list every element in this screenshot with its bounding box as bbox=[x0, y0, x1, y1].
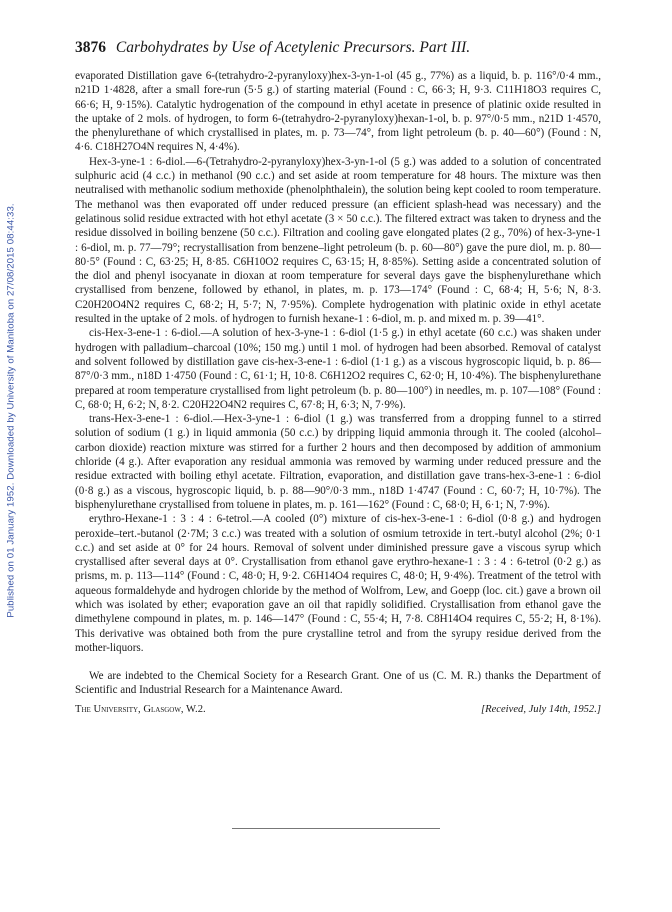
paragraph: evaporated Distillation gave 6-(tetrahydro-2-pyranyloxy)hex-3-yn-1-ol (45 g., 77%) as a liquid, b. p. 116°/0·4 mm., n21D 1·4828, after a small fore-run (5·5 g.) of starting material (Found : C, 66·3; H, 9·3. C11H18O3 requires C, 66·6; H, 9·15%). Catalytic hydrogenation of the compound in ethyl acetate in presence of platinic oxide resulted in the uptake of 2 mols. of hydrogen, to form 6-(tetrahydro-2-pyranyloxy)hexan-1-ol, b. p. 97°/0·5 mm., n21D 1·4570, the phenylurethane of which crystallised in plates, m. p. 73—74°, from light petroleum (b. p. 40—60°) (Found : N, 4·6. C18H27O4N requires N, 4·4%). bbox=[75, 70, 601, 154]
paragraph: cis-Hex-3-ene-1 : 6-diol.—A solution of hex-3-yne-1 : 6-diol (1·5 g.) in ethyl acetate (60 c.c.) was shaken under hydrogen with palladium–charcoal (10%; 150 mg.) until 1 mol. of hydrogen had been absorbed. Removal of catalyst and solvent followed by distillation gave cis-hex-3-ene-1 : 6-diol (1·1 g.) as a viscous hygroscopic liquid, b. p. 86—87°/0·3 mm., n18D 1·4750 (Found : C, 61·1; H, 10·8. C6H12O2 requires C, 62·0; H, 10·4%). The bisphenylurethane prepared at room temperature crystallised from light petroleum (b. p. 80—100°) in needles, m. p. 107—108° (Found : C, 68·0; H, 6·2; N, 8·2. C20H22O4N2 requires C, 67·8; H, 6·3; N, 7·9%). bbox=[75, 327, 601, 411]
paragraph: erythro-Hexane-1 : 3 : 4 : 6-tetrol.—A cooled (0°) mixture of cis-hex-3-ene-1 : 6-diol (0·8 g.) and hydrogen peroxide–tert.-butanol (2·7M; 3 c.c.) was treated with a solution of osmium tetroxide in tert.-butyl alcohol (2%; 0·1 c.c.) and set aside at 0° for 24 hours. Removal of solvent under diminished pressure gave a viscous syrup which crystallised after several days at 0°. Crystallisation from ethanol gave erythro-hexane-1 : 3 : 4 : 6-tetrol (0·2 g.) as prisms, m. p. 113—114° (Found : C, 48·0; H, 9·2. C6H14O4 requires C, 48·0; H, 9·4%). Treatment of the tetrol with aqueous formaldehyde and hydrogen chloride by the method of Wolfrom, Lew, and Goepp (loc. cit.) gave a brown oil which was isolated by ether; evaporation gave an oil that rapidly solidified. Crystallisation from ethanol gave the dimethylene compound in plates, m. p. 146—147° (Found : C, 55·4; H, 7·8. C8H14O4 requires C, 55·2; H, 8·1%). This derivative was obtained both from the pure crystalline tetrol and from the syrupy residue derived from the mother-liquors. bbox=[75, 513, 601, 654]
page-number: 3876 bbox=[75, 39, 106, 56]
page-content bbox=[75, 39, 601, 715]
acknowledgement-section bbox=[75, 669, 601, 698]
published-note: Published on 01 January 1952. Downloaded by University of Manitoba on 27/08/2015 08:44:33. bbox=[5, 202, 17, 618]
acknowledgement: We are indebted to the Chemical Society for a Research Grant. One of us (C. M. R.) thanks the Department of Scientific and Industrial Research for a Maintenance Award. bbox=[75, 670, 601, 697]
received-date: [Received, July 14th, 1952.] bbox=[480, 703, 601, 715]
article-body bbox=[75, 69, 601, 655]
institution-address: The University, Glasgow, W.2. bbox=[75, 703, 206, 715]
footer-line bbox=[75, 704, 601, 715]
running-header bbox=[75, 39, 601, 57]
paragraph: Hex-3-yne-1 : 6-diol.—6-(Tetrahydro-2-pyranyloxy)hex-3-yn-1-ol (5 g.) was added to a solution of concentrated sulphuric acid (4 c.c.) in methanol (90 c.c.) and set aside at room temperature for 48 hours. The mixture was then neutralised with methanolic sodium methoxide (phenolphthalein), the solution being kept cooled to room temperature. The methanol was then evaporated off under reduced pressure (an efficient splash-head was necessary) and the gelatinous solid residue extracted with hot ethyl acetate (3 × 50 c.c.). The filtered extract was taken to dryness and the residue dissolved in boiling benzene (50 c.c.). Filtration and cooling gave elongated plates (2 g., 70%) of hex-3-yne-1 : 6-diol, m. p. 77—79°; recrystallisation from benzene–light petroleum (b. p. 60—80°) gave the pure diol, m. p. 80—80·5° (Found : C, 63·25; H, 8·85. C6H10O2 requires C, 63·15; H, 8·85%). Setting aside a concentrated solution of the diol and phenyl isocyanate in dioxan at room temperature for several days gave the bisphenylurethane which crystallised from benzene, followed by ethanol, in plates, m. p. 173—174° (Found : C, 68·4; H, 5·6; N, 8·3. C20H20O4N2 requires C, 68·2; H, 5·7; N, 7·95%). Complete hydrogenation with platinic oxide in ethyl acetate resulted in the uptake of 2 mols. of hydrogen to furnish hexane-1 : 6-diol, m. p. and mixed m. p. 39—41°. bbox=[75, 155, 601, 326]
publication-sidebar bbox=[0, 150, 22, 670]
paragraph: trans-Hex-3-ene-1 : 6-diol.—Hex-3-yne-1 : 6-diol (1 g.) was transferred from a dropping funnel to a stirred solution of sodium (1 g.) in liquid ammonia (50 c.c.) by dripping liquid ammonia through it. The cooled (alcohol–carbon dioxide) reaction mixture was stirred for a further 2 hours and then decomposed by addition of ammonium chloride (4 g.). After evaporation any residual ammonia was removed by warming under reduced pressure and the residue extracted with boiling ethyl acetate. Filtration, evaporation, and distillation gave trans-hex-3-ene-1 : 6-diol (0·8 g.) as a viscous, hygroscopic liquid, b. p. 88—90°/0·3 mm., n18D 1·4747 (Found : C, 60·7; H, 10·7%). The bisphenylurethane crystallised from toluene in plates, m. p. 161—162° (Found : C, 68·0; H, 6·1; N, 7·9%). bbox=[75, 413, 601, 511]
running-title: Carbohydrates by Use of Acetylenic Precursors. Part III. bbox=[115, 39, 471, 56]
end-rule bbox=[232, 828, 440, 829]
